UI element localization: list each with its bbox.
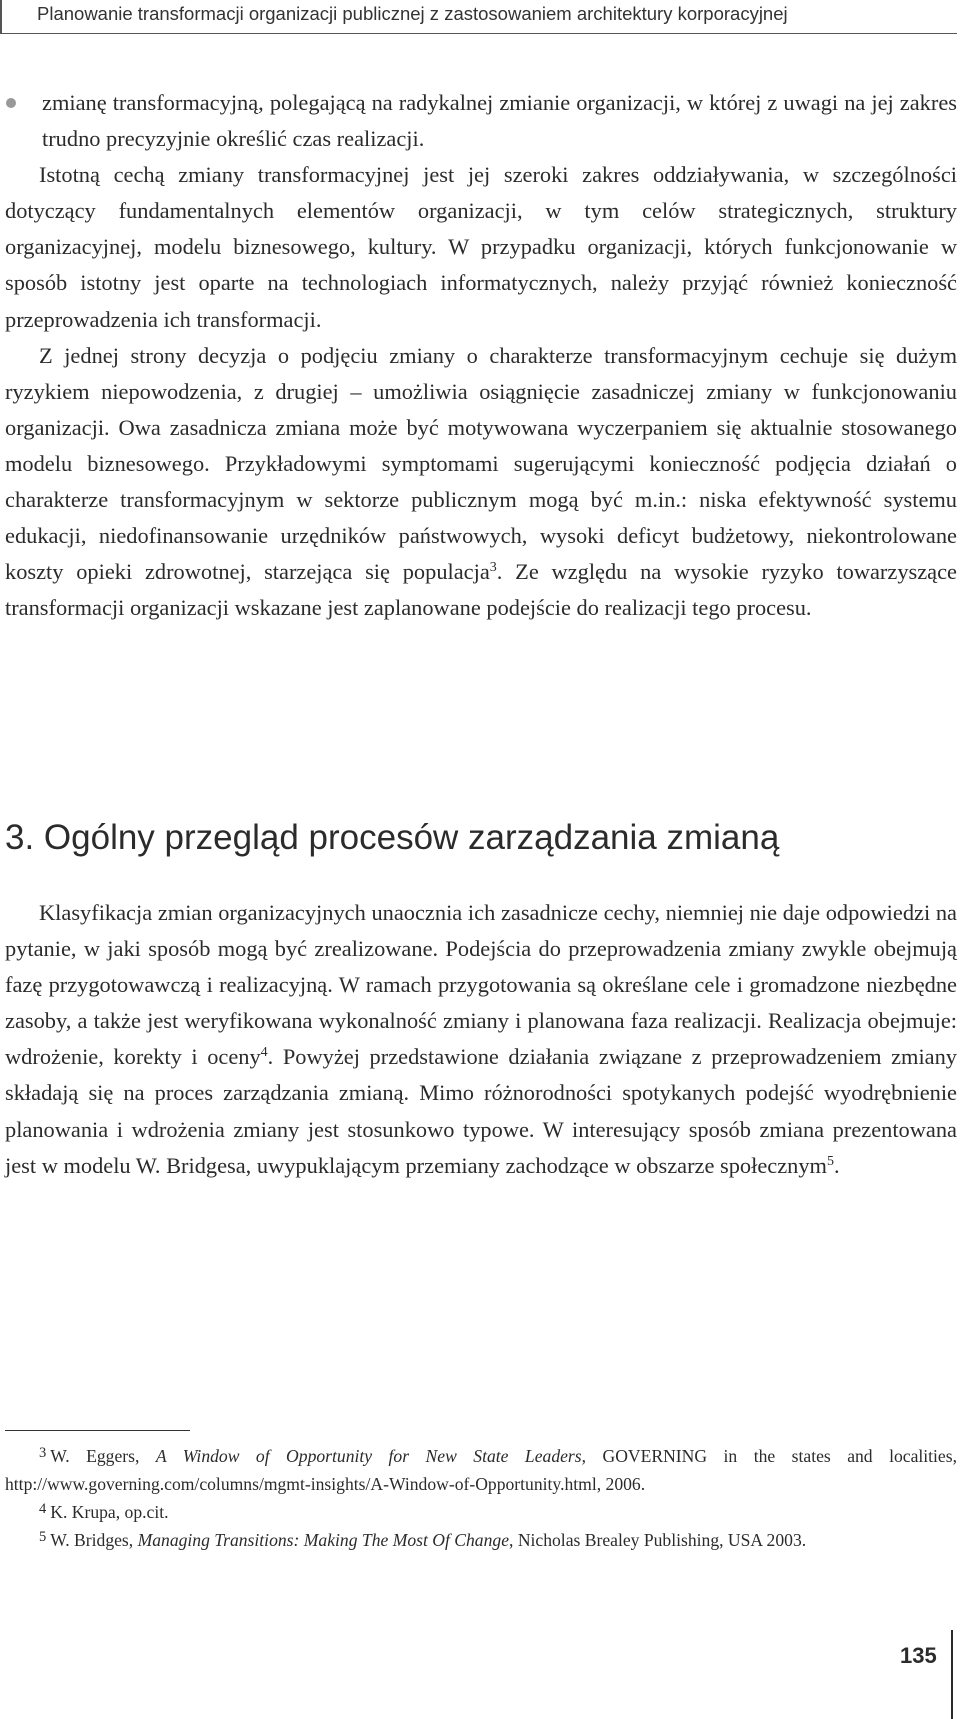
paragraph-text: . Ze względu na wysokie ryzyko towarzyszące transformacji organizacji wskazane jest zaplanowane podejście do realizacji tego procesu.	[5, 559, 957, 621]
paragraph	[5, 157, 957, 337]
section-text	[5, 895, 957, 1184]
footnote-ref[interactable]: 5	[826, 1153, 834, 1169]
paragraph-text: .	[833, 1152, 840, 1178]
paragraph-text: . Powyżej przedstawione działania związane z przeprowadzeniem zmiany składają się na proces zarządzania zmianą. Mimo różnorodności spotykanych podejść wyodrębnienie planowania i wdrożenia zmiany jest stosunkowo typowe. W interesujący sposób zmiana prezentowana jest w modelu W. Bridgesa, uwypuklającym przemiany zachodzące w obszarze społecznym	[5, 1044, 958, 1178]
paragraph-text: Z jednej strony decyzja o podjęciu zmiany o charakterze transformacyjnym cechuje się dużym ryzykiem niepowodzenia, z drugiej – umożliwia osiągnięcie zasadniczej zmiany w funkcjonowaniu organizacji. Owa zasadnicza zmiana może być motywowana wyczerpaniem się aktualnie stosowanego modelu biznesowego. Przykładowymi symptomami sugerującymi konieczność podjęcia działań o charakterze transformacyjnym w sektorze publicznym mogą być m.in.: niska efektywność systemu edukacji, niedofinansowanie urzędników państwowych, wysoki deficyt budżetowy, niekontrolowane koszty opieki zdrowotnej, starzejąca się populacja	[5, 342, 957, 585]
footnote-title: A Window of Opportunity for New State Leaders	[155, 1446, 582, 1466]
footnote-ref[interactable]: 4	[260, 1045, 268, 1061]
footnote: 5 W. Bridges, Managing Transitions: Making The Most Of Change, Nicholas Brealey Publishing, USA 2003.	[39, 1529, 807, 1550]
paragraph	[5, 895, 957, 1184]
page-number-rule	[951, 1630, 953, 1719]
running-header	[0, 0, 957, 34]
page-number: 135	[900, 1643, 937, 1668]
bullet-dot-icon	[6, 98, 16, 108]
paragraph-text: Klasyfikacja zmian organizacyjnych unaocznia ich zasadnicze cechy, niemniej nie daje odpowiedzi na pytanie, w jaki sposób mogą być zrealizowane. Podejścia do przeprowadzenia zmiany zwykle obejmują fazę przygotowawczą i realizacyjną. W ramach przygotowania są określane cele i gromadzone niezbędne zasoby, a także jest weryfikowana wykonalność zmiany i planowana faza realizacji. Realizacja obejmuje: wdrożenie, korekty i oceny	[5, 900, 957, 1070]
footnote-text: W. Bridges,	[50, 1530, 138, 1550]
footnote-text: , Nicholas Brealey Publishing, USA 2003.	[509, 1530, 807, 1550]
paragraph	[5, 338, 957, 627]
bullet-text: zmianę transformacyjną, polegającą na radykalnej zmianie organizacji, w której z uwagi na jej zakres trudno precyzyjnie określić czas realizacji.	[42, 90, 957, 152]
footnote-text: W. Eggers,	[50, 1446, 156, 1466]
footnote-title: Managing Transitions: Making The Most Of Change	[137, 1530, 510, 1550]
footnote-separator	[5, 1430, 190, 1431]
header-rule	[0, 0, 2, 34]
footnote-text: , GOVERNING in the states and localities, http://www.governing.com/columns/mgmt-insights/A-Window-of-Opportunity.html, 2006.	[5, 1446, 957, 1494]
paragraph-text: Istotną cechą zmiany transformacyjnej jest jej szeroki zakres oddziaływania, w szczególności dotyczący fundamentalnych elementów organizacji, w tym celów strategicznych, struktury organizacyjnej, modelu biznesowego, kultury. W przypadku organizacji, których funkcjonowanie w sposób istotny jest oparte na technologiach informatycznych, należy przyjąć również konieczność przeprowadzenia ich transformacji.	[5, 162, 957, 332]
section-heading: 3. Ogólny przegląd procesów zarządzania zmianą	[5, 818, 780, 857]
bullet-item	[5, 85, 957, 157]
footnote-text: K. Krupa, op.cit.	[50, 1502, 169, 1522]
footnote-ref[interactable]: 3	[489, 560, 497, 576]
footnote: 4 K. Krupa, op.cit.	[39, 1501, 169, 1522]
body-text	[5, 85, 957, 626]
running-title: Planowanie transformacji organizacji publicznej z zastosowaniem architektury korporacyjnej	[37, 3, 788, 24]
footnote: 3 W. Eggers, A Window of Opportunity for New State Leaders, GOVERNING in the states and localities, http://www.governing.com/columns/mgmt-insights/A-Window-of-Opportunity.html, 2006.	[5, 1445, 957, 1494]
footnotes	[5, 1442, 957, 1554]
